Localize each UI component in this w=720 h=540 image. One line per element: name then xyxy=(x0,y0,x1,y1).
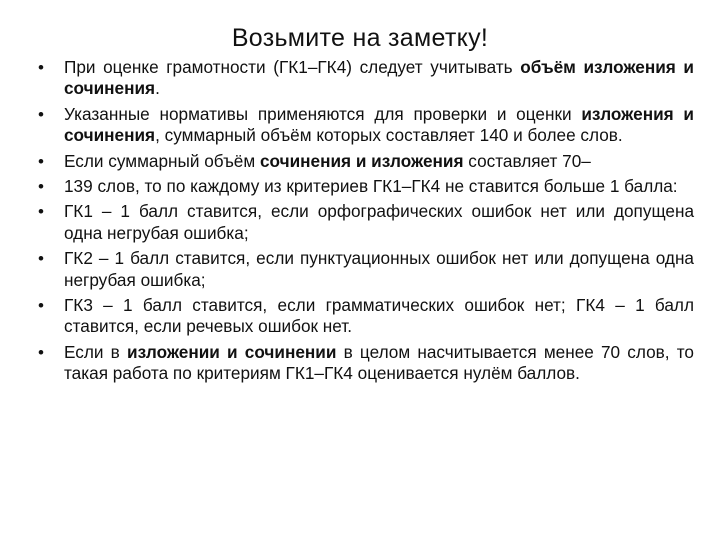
bullet-item-3 xyxy=(34,151,694,172)
bullet-text: Если суммарный объём xyxy=(64,150,260,171)
bullet-dot: • xyxy=(38,151,44,171)
bullet-text: составляет 70– xyxy=(463,150,591,171)
bullet-list xyxy=(34,57,694,389)
bullet-dot: • xyxy=(38,296,44,316)
bullet-text: Указанные нормативы применяются для проверки и оценки xyxy=(64,103,582,124)
bullet-dot: • xyxy=(38,249,44,269)
bullet-bold-text: сочинения и изложения xyxy=(259,150,464,171)
bullet-text: ГК1 – 1 балл ставится, если орфографических ошибок нет или допущена одна негрубая ошибка; xyxy=(64,201,694,243)
bullet-dot: • xyxy=(38,104,44,124)
bullet-item-1 xyxy=(34,57,694,100)
bullet-text: , суммарный объём которых составляет 140 и более слов. xyxy=(155,125,623,146)
bullet-item-8 xyxy=(34,342,694,385)
bullet-text: Если в xyxy=(64,341,127,362)
bullet-text: . xyxy=(155,78,160,99)
bullet-bold-text: объём изложения и сочинения xyxy=(64,57,694,99)
bullet-text: ГК3 – 1 балл ставится, если грамматических ошибок нет; ГК4 – 1 балл ставится, если речевых ошибок нет. xyxy=(64,295,694,337)
bullet-text: При оценке грамотности (ГК1–ГК4) следует учитывать xyxy=(64,57,521,77)
bullet-dot: • xyxy=(38,177,44,197)
bullet-item-7 xyxy=(34,295,694,338)
bullet-item-4 xyxy=(34,176,694,197)
bullet-item-5 xyxy=(34,201,694,244)
bullet-bold-text: изложении и сочинении xyxy=(127,341,337,362)
bullet-text: ГК2 – 1 балл ставится, если пунктуационных ошибок нет или допущена одна негрубая ошибка; xyxy=(64,248,694,290)
bullet-text: 139 слов, то по каждому из критериев ГК1–ГК4 не ставится больше 1 балла: xyxy=(64,176,678,197)
bullet-dot: • xyxy=(38,58,44,77)
bullet-text: в целом насчитывается менее 70 слов, то такая работа по критериям ГК1–ГК4 оценивается нулём баллов. xyxy=(64,341,694,384)
bullet-dot: • xyxy=(38,202,44,222)
slide-title: Возьмите на заметку! xyxy=(231,24,489,52)
bullet-bold-text: изложения и сочинения xyxy=(64,103,694,146)
bullet-dot: • xyxy=(38,342,44,362)
bullet-item-6 xyxy=(34,248,694,291)
bullet-item-2 xyxy=(34,104,694,147)
